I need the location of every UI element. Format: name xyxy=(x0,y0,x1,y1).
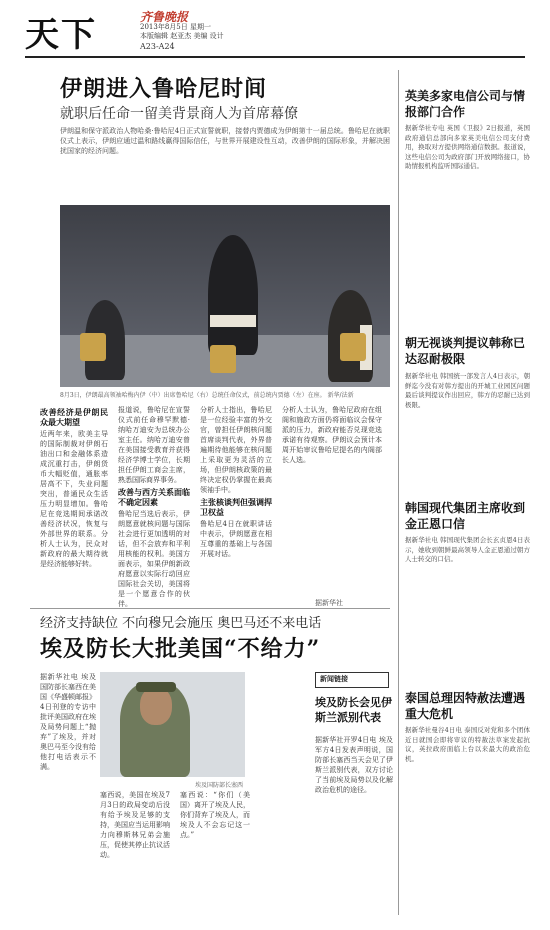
main-col-1: 改善经济是伊朗民众最大期望 近两年来，欧美主导的国际制裁对伊朗石油出口和金融体系造成沉重打击，伊朗货币大幅贬值，通胀率居高不下，失业问题突出，普通民众生活压力明显增加。鲁哈尼在竞选期间承诺改善经济状况，恢复与外部世界的联系。分析人士认为，民众对新政府的最大期待就是经济能够好转。 xyxy=(40,407,108,568)
issue-date: 2013年8月5日 星期一 xyxy=(140,23,211,31)
second-col-4: 据新华社开罗4日电 埃及军方4日发表声明说，国防部长塞西当天会见了伊斯兰派别代表，双方讨论了当前埃及局势以及化解政治危机的途径。 xyxy=(315,736,393,794)
main-photo xyxy=(60,205,390,387)
side-headline-2: 朝无视谈判提议韩称已达忍耐极限 xyxy=(405,336,526,366)
second-photo xyxy=(100,672,245,777)
page-range: A23-A24 xyxy=(140,42,175,51)
date-line xyxy=(140,23,260,41)
main-photo-caption: 8月3日，伊朗最高领袖哈梅内伊（中）出席鲁哈尼（右）总统任命仪式，前总统内贾德（左）在座。 新华/法新 xyxy=(60,392,354,399)
header-rule xyxy=(25,56,525,58)
story-divider xyxy=(30,608,390,609)
second-headline: 埃及防长大批美国“不给力” xyxy=(40,636,321,662)
main-subtitle-2: 改善与西方关系面临不确定因素 xyxy=(118,487,190,507)
masthead xyxy=(0,0,550,62)
main-subheadline: 就职后任命一留美背景商人为首席幕僚 xyxy=(60,106,298,122)
main-col-4: 分析人士认为，鲁哈尼政府在组阁和施政方面仍将面临议会保守派的压力，新政府能否兑现竞选承诺有待观察。伊朗议会预计本周开始审议鲁哈尼提名的内阁部长人选。 xyxy=(282,406,382,464)
main-byline: 据新华社 xyxy=(315,599,343,607)
second-photo-caption: 埃及国防部长塞西 xyxy=(195,782,244,789)
section-title: 天下 xyxy=(25,15,97,55)
second-col-2: 塞西说，美国在埃及7月3日的政局变动后没有给予埃及足够的支持，美国应当运用影响力向穆斯林兄弟会施压，促使其停止抗议活动。 xyxy=(100,791,170,859)
main-col-2: 报道说，鲁哈尼在宣誓仪式前任命穆罕默德·纳哈万迪安为总统办公室主任。纳哈万迪安曾在美国接受教育并获得经济学博士学位，长期担任伊朗工商会主席，熟悉国际商界事务。 改善与西方关系面临不确定因素 鲁哈尼当选后表示，伊朗愿意就核问题与国际社会进行更加透明的对话，但不会放弃和平利用核能的权利。美国方面表示，如果伊朗新政府愿意以实际行动回应国际社会关切，美国将是一个愿意合作的伙伴。 xyxy=(118,406,190,608)
side-text-1: 据新华社专电 英国《卫报》2日报道，英国政府通信总部向多家英美电信公司支付费用，换取对方提供网络通信数据。报道说，这些电信公司为政府部门开放网络接口，协助情报机构监听国际通信。 xyxy=(405,124,530,170)
main-subtitle-3: 主张核谈判但强调捍卫权益 xyxy=(200,497,272,517)
second-side-headline: 埃及防长会见伊斯兰派别代表 xyxy=(315,696,392,724)
main-subtitle-1: 改善经济是伊朗民众最大期望 xyxy=(40,407,108,427)
second-col-1: 据新华社电 埃及国防部长塞西在美国《华盛顿邮报》4日刊登的专访中批评美国政府在埃及局势问题上“抛弃”了埃及，并对奥巴马至今没有给他打电话表示不满。 xyxy=(40,673,96,771)
main-col-3: 分析人士指出，鲁哈尼是一位经验丰富的外交官，曾担任伊朗核问题首席谈判代表，外界普遍期待他能够在核问题上采取更为灵活的立场，但伊朗核政策的最终决定权仍掌握在最高领袖手中。 主张核谈判但强调捍卫权益 鲁哈尼4日在就职讲话中表示，伊朗愿意在相互尊重的基础上与各国开展对话。 xyxy=(200,406,272,558)
side-headline-1: 英美多家电信公司与情报部门合作 xyxy=(405,89,526,119)
second-kicker: 经济支持缺位 不向穆兄会施压 奥巴马还不来电话 xyxy=(40,616,322,631)
news-link-label: 新闻链接 xyxy=(320,674,348,683)
editor-line: 本版编辑 赵亚杰 美编 设计 xyxy=(140,32,224,40)
main-headline: 伊朗进入鲁哈尼时间 xyxy=(60,76,268,102)
person-center xyxy=(208,235,258,355)
side-text-2: 据新华社电 韩国统一部发言人4日表示，朝鲜迄今没有对韩方提出的开城工业园区问题最后谈判提议作出回应，韩方的忍耐已达到极限。 xyxy=(405,372,530,409)
side-headline-3: 韩国现代集团主席收到金正恩口信 xyxy=(405,501,526,531)
side-text-3: 据新华社电 韩国现代集团会长玄贞恩4日表示，她收到朝鲜最高领导人金正恩通过朝方人士转交的口信。 xyxy=(405,536,530,563)
column-divider xyxy=(398,70,399,915)
side-text-4: 据新华社曼谷4日电 泰国反对党和多个团体近日就国会即将审议的特赦法草案发起抗议，英拉政府面临上台以来最大的政治危机。 xyxy=(405,726,530,763)
newspaper-logo: 齐鲁晚报 xyxy=(140,10,189,24)
second-col-3: 塞西说：“你们（美国）离开了埃及人民，你们背弃了埃及人，而埃及人不会忘记这一点。” xyxy=(180,791,250,839)
side-headline-4: 泰国总理因特赦法遭遇重大危机 xyxy=(405,691,526,721)
main-lead: 伊朗温和保守派政治人物哈桑·鲁哈尼4日正式宣誓就职，接替内贾德成为伊朗第十一届总统。鲁哈尼在就职仪式上表示，伊朗应通过温和路线赢得国际信任，与世界开展建设性互动，改善伊朗的国际形象，并解决困扰国家的经济问题。 xyxy=(60,127,390,155)
